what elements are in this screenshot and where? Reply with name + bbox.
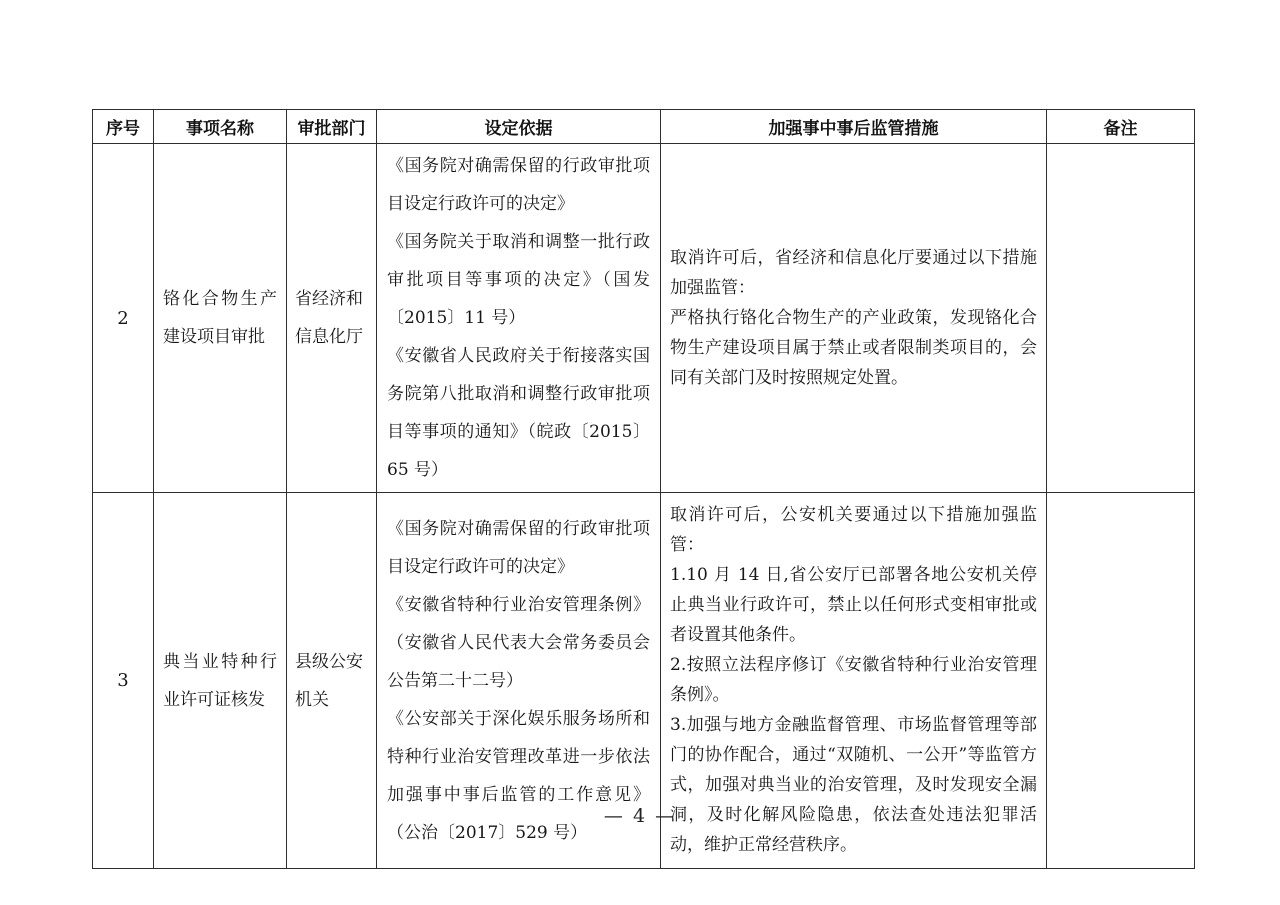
measure-paragraph: 严格执行铬化合物生产的产业政策，发现铬化合物生产建设项目属于禁止或者限制类项目的，会同有关部门及时按照规定处置。	[670, 308, 1037, 388]
basis-paragraph: 《公安部关于深化娱乐服务场所和特种行业治安管理改革进一步依法加强事中事后监管的工作意见》（公治〔2017〕529 号）	[387, 708, 650, 843]
cell-department: 县级公安机关	[287, 493, 377, 869]
basis-paragraph: 《安徽省特种行业治安管理条例》（安徽省人民代表大会常务委员会公告第二十二号）	[387, 594, 650, 691]
measure-paragraph: 取消许可后，公安机关要通过以下措施加强监管：	[670, 505, 1037, 555]
cell-basis	[377, 144, 661, 493]
header-item-name: 事项名称	[154, 110, 287, 144]
measure-paragraph: 2.按照立法程序修订《安徽省特种行业治安管理条例》。	[670, 655, 1037, 705]
measure-paragraph: 1.10 月 14 日,省公安厅已部署各地公安机关停止典当业行政许可，禁止以任何形式变相审批或者设置其他条件。	[670, 565, 1037, 645]
cell-department: 省经济和信息化厅	[287, 144, 377, 493]
table-row	[93, 144, 1195, 493]
cell-remark	[1047, 144, 1195, 493]
cell-seq: 3	[93, 493, 154, 869]
cell-item-name: 典当业特种行业许可证核发	[154, 493, 287, 869]
measure-paragraph: 3.加强与地方金融监督管理、市场监督管理等部门的协作配合，通过“双随机、一公开”等监管方式，加强对典当业的治安管理，及时发现安全漏洞，及时化解风险隐患，依法查处违法犯罪活动，维护正常经营秩序。	[670, 715, 1037, 855]
header-department: 审批部门	[287, 110, 377, 144]
basis-paragraph: 《国务院对确需保留的行政审批项目设定行政许可的决定》	[387, 518, 650, 577]
cell-measures	[661, 144, 1047, 493]
basis-paragraph: 《安徽省人民政府关于衔接落实国务院第八批取消和调整行政审批项目等事项的通知》（皖政〔2015〕65 号）	[387, 346, 650, 480]
basis-paragraph: 《国务院关于取消和调整一批行政审批项目等事项的决定》（国发〔2015〕11 号）	[387, 232, 650, 328]
supervision-measures-table	[92, 109, 1195, 869]
header-basis: 设定依据	[377, 110, 661, 144]
basis-paragraph: 《国务院对确需保留的行政审批项目设定行政许可的决定》	[387, 156, 650, 214]
measure-paragraph: 取消许可后，省经济和信息化厅要通过以下措施加强监管：	[670, 248, 1037, 298]
header-measures: 加强事中事后监管措施	[661, 110, 1047, 144]
table-header-row	[93, 110, 1195, 144]
header-remark: 备注	[1047, 110, 1195, 144]
cell-seq: 2	[93, 144, 154, 493]
page-number: — 4 —	[603, 805, 677, 827]
cell-item-name: 铬化合物生产建设项目审批	[154, 144, 287, 493]
header-seq: 序号	[93, 110, 154, 144]
